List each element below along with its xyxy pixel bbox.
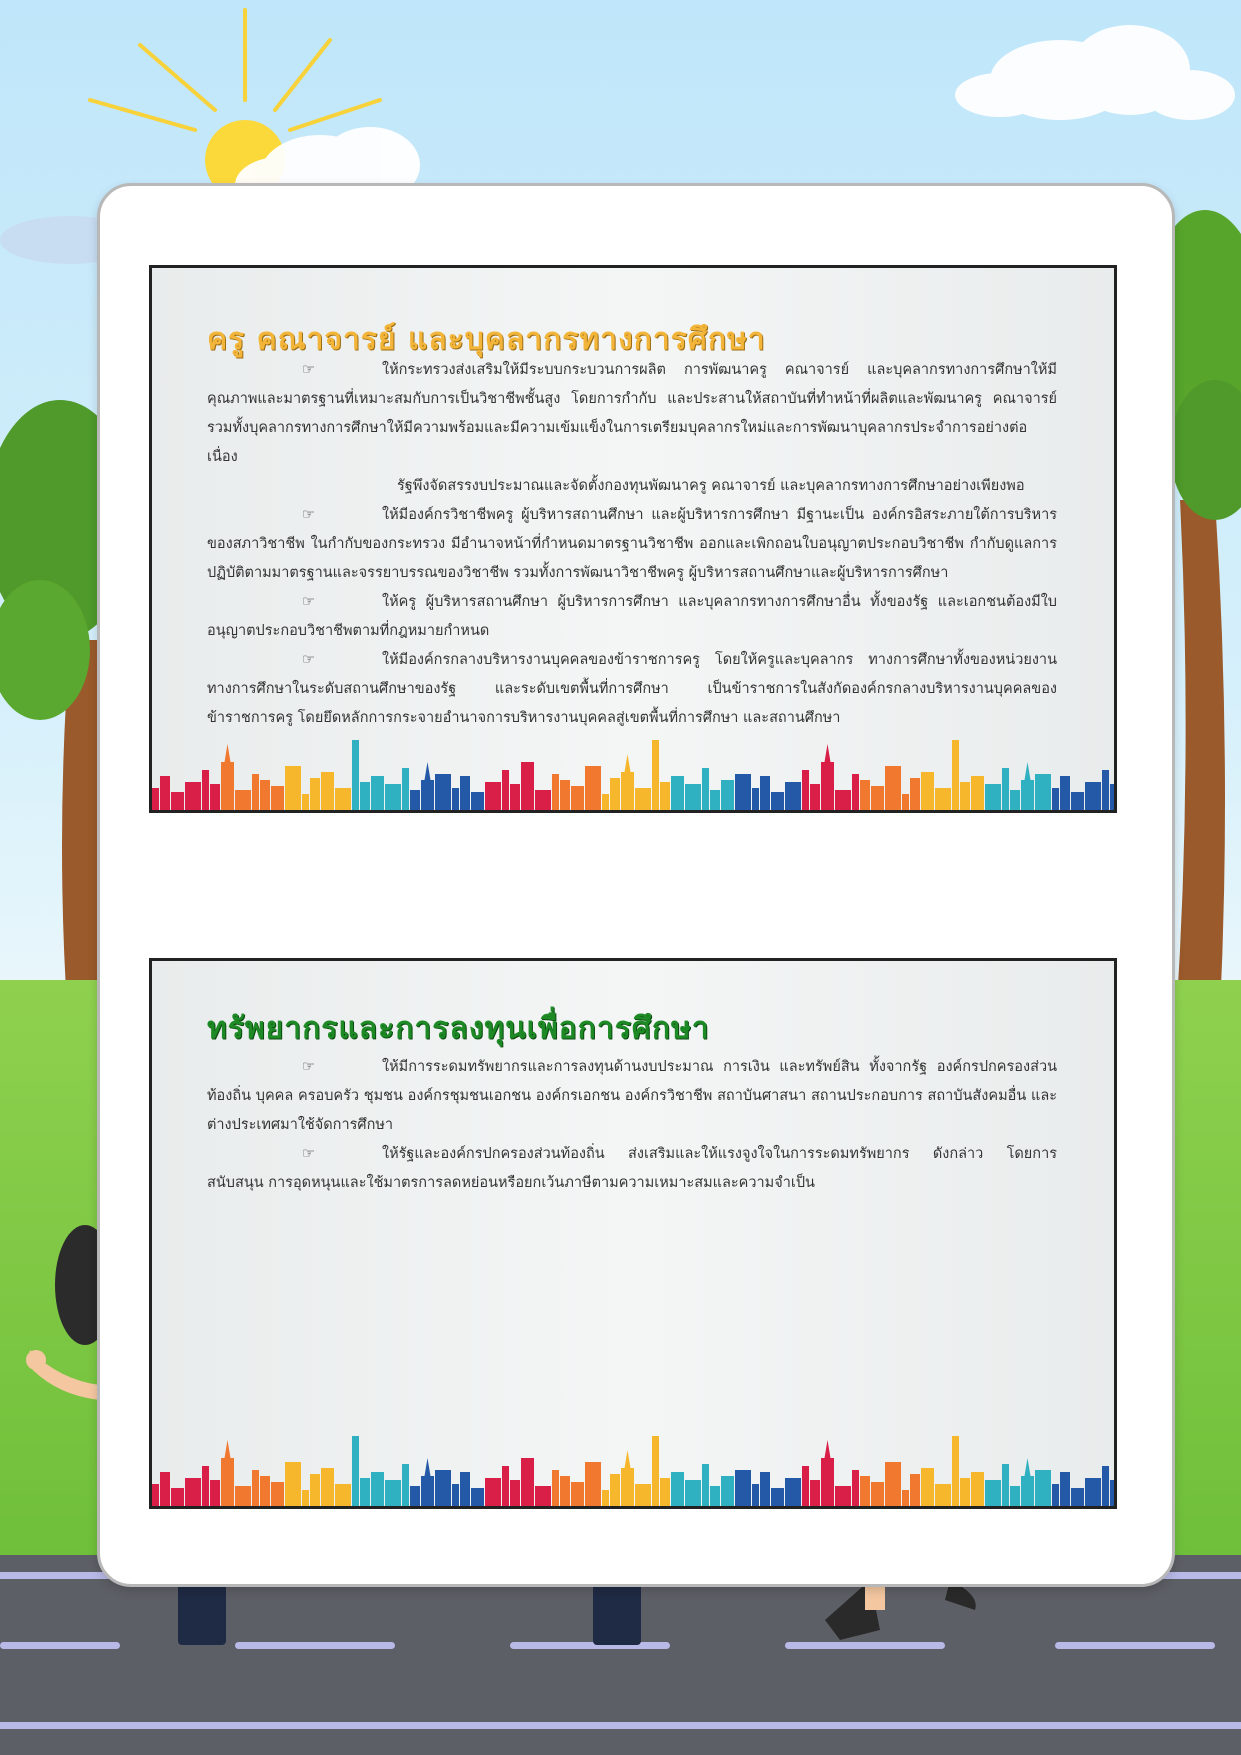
skyline-building xyxy=(902,1490,909,1506)
panel-body xyxy=(207,356,1057,733)
skyline-building xyxy=(952,740,959,810)
skyline-building xyxy=(752,788,759,810)
panel-body xyxy=(207,1053,1057,1198)
city-skyline-decoration xyxy=(152,1426,1114,1506)
skyline-building xyxy=(852,774,859,810)
skyline-building xyxy=(802,770,809,810)
skyline-building xyxy=(260,780,270,810)
skyline-spire xyxy=(225,1440,231,1458)
skyline-building xyxy=(152,1484,159,1506)
skyline-building xyxy=(935,1484,951,1506)
skyline-building xyxy=(235,1486,251,1506)
paragraph xyxy=(207,472,1057,501)
skyline-building xyxy=(871,1482,884,1506)
skyline-spire xyxy=(225,744,231,762)
skyline-building xyxy=(621,772,634,810)
paragraph-text: ให้กระทรวงส่งเสริมให้มีระบบกระบวนการผลิต การพัฒนาครู คณาจารย์ และบุคลากรทางการศึกษาให้มีคุณภาพและมาตรฐานที่เหมาะสมกับการเป็นวิชาชีพชั้นสูง โดยการกำกับ และประสานให้สถาบันที่ทำหน้าที่ผลิตและพัฒนาครู คณาจารย์ รวมทั้งบุคลากรทางการศึกษาให้มีความพร้อมและมีความเข้มแข็งในการเตรียมบุคลากรใหม่และการพัฒนาบุคลากรประจำการอย่างต่อเนื่อง xyxy=(207,362,1057,465)
skyline-building xyxy=(160,1472,170,1506)
skyline-building xyxy=(171,1488,184,1506)
skyline-building xyxy=(1052,788,1059,810)
skyline-building xyxy=(252,774,259,810)
skyline-building xyxy=(471,792,484,810)
skyline-building xyxy=(502,1466,509,1506)
skyline-building xyxy=(860,780,870,810)
pointing-hand-icon: ☞ xyxy=(302,1146,315,1162)
skyline-building xyxy=(1060,1472,1070,1506)
skyline-building xyxy=(610,1474,620,1506)
skyline-building xyxy=(810,784,820,810)
paragraph-text: ให้ครู ผู้บริหารสถานศึกษา ผู้บริหารการศึกษา และบุคลากรทางการศึกษาอื่น ทั้งของรัฐ และเอกชนต้องมีใบอนุญาตประกอบวิชาชีพตามที่กฎหมายกำหนด xyxy=(207,594,1057,639)
pointing-hand-icon: ☞ xyxy=(302,594,315,610)
skyline-building xyxy=(521,762,534,810)
skyline-building xyxy=(560,780,570,810)
skyline-building xyxy=(671,1472,684,1506)
skyline-building xyxy=(1060,776,1070,810)
skyline-building xyxy=(302,1490,309,1506)
skyline-building xyxy=(821,1458,834,1506)
skyline-spire xyxy=(825,1440,831,1458)
skyline-building xyxy=(710,790,720,810)
paragraph xyxy=(207,501,1057,588)
skyline-building xyxy=(285,766,301,810)
skyline-building xyxy=(1110,1480,1114,1506)
skyline-building xyxy=(335,788,351,810)
content-panel-resources xyxy=(149,958,1117,1509)
skyline-building xyxy=(335,1484,351,1506)
skyline-spire xyxy=(625,1450,631,1468)
skyline-spire xyxy=(425,762,431,780)
skyline-building xyxy=(771,792,784,810)
skyline-building xyxy=(535,790,551,810)
skyline-building xyxy=(835,1486,851,1506)
skyline-building xyxy=(1002,768,1009,810)
skyline-building xyxy=(252,1470,259,1506)
skyline-building xyxy=(721,1476,734,1506)
skyline-building xyxy=(310,1474,320,1506)
skyline-building xyxy=(171,792,184,810)
skyline-building xyxy=(302,794,309,810)
skyline-building xyxy=(1035,1470,1051,1506)
paragraph xyxy=(207,356,1057,472)
skyline-building xyxy=(460,776,470,810)
skyline-building xyxy=(185,1478,201,1506)
content-panel-teachers xyxy=(149,265,1117,813)
skyline-building xyxy=(752,1484,759,1506)
skyline-building xyxy=(352,740,359,810)
skyline-building xyxy=(235,790,251,810)
skyline-spire xyxy=(625,754,631,772)
skyline-building xyxy=(971,776,984,810)
paragraph xyxy=(207,1053,1057,1140)
skyline-building xyxy=(321,1468,334,1506)
skyline-building xyxy=(985,1480,1001,1506)
skyline-building xyxy=(971,1472,984,1506)
skyline-building xyxy=(571,1482,584,1506)
skyline-building xyxy=(960,782,970,810)
skyline-building xyxy=(685,1480,701,1506)
skyline-building xyxy=(1052,1484,1059,1506)
skyline-building xyxy=(921,1468,934,1506)
skyline-building xyxy=(560,1476,570,1506)
skyline-building xyxy=(1021,780,1034,810)
skyline-building xyxy=(921,772,934,810)
skyline-spire xyxy=(1025,1458,1031,1476)
paragraph-text: ให้รัฐและองค์กรปกครองส่วนท้องถิ่น ส่งเสริมและให้แรงจูงใจในการระดมทรัพยากร ดังกล่าว โดยการสนับสนุน การอุดหนุนและใช้มาตรการลดหย่อนหรือยกเว้นภาษีตามความเหมาะสมและความจำเป็น xyxy=(207,1146,1057,1191)
skyline-building xyxy=(421,1476,434,1506)
skyline-building xyxy=(802,1466,809,1506)
skyline-building xyxy=(452,1484,459,1506)
skyline-building xyxy=(471,1488,484,1506)
skyline-building xyxy=(485,782,501,810)
skyline-building xyxy=(702,768,709,810)
skyline-building xyxy=(510,1480,520,1506)
skyline-building xyxy=(685,784,701,810)
pointing-hand-icon: ☞ xyxy=(302,1059,315,1075)
skyline-building xyxy=(152,788,159,810)
skyline-spire xyxy=(1025,762,1031,780)
skyline-building xyxy=(910,1474,920,1506)
paragraph xyxy=(207,1140,1057,1198)
skyline-building xyxy=(671,776,684,810)
skyline-building xyxy=(610,778,620,810)
skyline-building xyxy=(1035,774,1051,810)
skyline-building xyxy=(785,782,801,810)
skyline-building xyxy=(260,1476,270,1506)
skyline-building xyxy=(952,1436,959,1506)
running-feet-icon xyxy=(825,1580,976,1640)
skyline-building xyxy=(871,786,884,810)
skyline-building xyxy=(510,784,520,810)
skyline-building xyxy=(760,1472,770,1506)
skyline-building xyxy=(202,770,209,810)
skyline-building xyxy=(352,1436,359,1506)
skyline-building xyxy=(760,776,770,810)
skyline-building xyxy=(885,766,901,810)
skyline-building xyxy=(202,1466,209,1506)
skyline-building xyxy=(1085,782,1101,810)
pointing-hand-icon: ☞ xyxy=(302,362,315,378)
skyline-building xyxy=(410,790,420,810)
skyline-building xyxy=(210,1480,220,1506)
skyline-building xyxy=(1085,1478,1101,1506)
skyline-building xyxy=(1021,1476,1034,1506)
skyline-building xyxy=(1102,770,1109,810)
skyline-building xyxy=(571,786,584,810)
skyline-building xyxy=(460,1472,470,1506)
skyline-building xyxy=(210,784,220,810)
skyline-building xyxy=(910,778,920,810)
skyline-building xyxy=(771,1488,784,1506)
skyline-building xyxy=(360,1478,370,1506)
skyline-building xyxy=(810,1480,820,1506)
pointing-hand-icon: ☞ xyxy=(302,652,315,668)
skyline-building xyxy=(385,1480,401,1506)
skyline-building xyxy=(635,788,651,810)
skyline-building xyxy=(960,1478,970,1506)
skyline-building xyxy=(1010,1486,1020,1506)
skyline-building xyxy=(1010,790,1020,810)
skyline-building xyxy=(660,1478,670,1506)
skyline-building xyxy=(660,782,670,810)
skyline-building xyxy=(485,1478,501,1506)
skyline-spire xyxy=(825,744,831,762)
skyline-spire xyxy=(425,1458,431,1476)
panel-heading: ทรัพยากรและการลงทุนเพื่อการศึกษา xyxy=(207,1011,710,1046)
paragraph-text: ให้มีองค์กรกลางบริหารงานบุคคลของข้าราชการครู โดยให้ครูและบุคลากร ทางการศึกษาทั้งของหน่วยงานทางการศึกษาในระดับสถานศึกษาของรัฐ และระดับเขตพื้นที่การศึกษา เป็นข้าราชการในสังกัดองค์กรกลางบริหารงานบุคคลของข้าราชการครู โดยยึดหลักการกระจายอำนาจการบริหารงานบุคคลสู่เขตพื้นที่การศึกษา และสถานศึกษา xyxy=(207,652,1057,726)
skyline-building xyxy=(652,1436,659,1506)
skyline-building xyxy=(1071,792,1084,810)
paragraph-text: รัฐพึงจัดสรรงบประมาณและจัดตั้งกองทุนพัฒนาครู คณาจารย์ และบุคลากรทางการศึกษาอย่างเพียงพอ xyxy=(397,478,1025,494)
skyline-building xyxy=(435,1470,451,1506)
skyline-building xyxy=(360,782,370,810)
skyline-building xyxy=(552,1470,559,1506)
skyline-building xyxy=(271,786,284,810)
skyline-building xyxy=(385,784,401,810)
city-skyline-decoration xyxy=(152,730,1114,810)
skyline-building xyxy=(602,1490,609,1506)
skyline-building xyxy=(885,1462,901,1506)
pointing-hand-icon: ☞ xyxy=(302,507,315,523)
skyline-building xyxy=(1110,784,1114,810)
skyline-building xyxy=(521,1458,534,1506)
skyline-building xyxy=(371,776,384,810)
skyline-building xyxy=(402,1464,409,1506)
skyline-building xyxy=(535,1486,551,1506)
skyline-building xyxy=(585,766,601,810)
skyline-building xyxy=(821,762,834,810)
skyline-building xyxy=(321,772,334,810)
skyline-building xyxy=(735,774,751,810)
skyline-building xyxy=(652,740,659,810)
skyline-building xyxy=(902,794,909,810)
skyline-building xyxy=(735,1470,751,1506)
paragraph-text: ให้มีองค์กรวิชาชีพครู ผู้บริหารสถานศึกษา และผู้บริหารการศึกษา มีฐานะเป็น องค์กรอิสระภายใต้การบริหารของสภาวิชาชีพ ในกำกับของกระทรวง มีอำนาจหน้าที่กำหนดมาตรฐานวิชาชีพ ออกและเพิกถอนใบอนุญาตประกอบวิชาชีพ กำกับดูแลการปฏิบัติตามมาตรฐานและจรรยาบรรณของวิชาชีพ รวมทั้งการพัฒนาวิชาชีพครู ผู้บริหารสถานศึกษาและผู้บริหารการศึกษา xyxy=(207,507,1057,581)
panel-heading: ครู คณาจารย์ และบุคลากรทางการศึกษา xyxy=(207,322,766,357)
skyline-building xyxy=(1002,1464,1009,1506)
skyline-building xyxy=(1102,1466,1109,1506)
skyline-building xyxy=(371,1472,384,1506)
skyline-building xyxy=(185,782,201,810)
skyline-building xyxy=(621,1468,634,1506)
skyline-building xyxy=(585,1462,601,1506)
skyline-building xyxy=(221,762,234,810)
skyline-building xyxy=(435,774,451,810)
skyline-building xyxy=(421,780,434,810)
skyline-building xyxy=(410,1486,420,1506)
paragraph xyxy=(207,588,1057,646)
skyline-building xyxy=(160,776,170,810)
skyline-building xyxy=(402,768,409,810)
skyline-building xyxy=(310,778,320,810)
paragraph-text: ให้มีการระดมทรัพยากรและการลงทุนด้านงบประมาณ การเงิน และทรัพย์สิน ทั้งจากรัฐ องค์กรปกครองส่วนท้องถิ่น บุคคล ครอบครัว ชุมชน องค์กรชุมชนเอกชน องค์กรเอกชน องค์กรวิชาชีพ สถาบันศาสนา สถานประกอบการ สถาบันสังคมอื่น และต่างประเทศมาใช้จัดการศึกษา xyxy=(207,1059,1057,1133)
skyline-building xyxy=(785,1478,801,1506)
skyline-building xyxy=(635,1484,651,1506)
skyline-building xyxy=(271,1482,284,1506)
skyline-building xyxy=(721,780,734,810)
skyline-building xyxy=(502,770,509,810)
skyline-building xyxy=(860,1476,870,1506)
skyline-building xyxy=(452,788,459,810)
skyline-building xyxy=(1071,1488,1084,1506)
skyline-building xyxy=(835,790,851,810)
skyline-building xyxy=(221,1458,234,1506)
skyline-building xyxy=(935,788,951,810)
skyline-building xyxy=(702,1464,709,1506)
skyline-building xyxy=(852,1470,859,1506)
skyline-building xyxy=(985,784,1001,810)
paragraph xyxy=(207,646,1057,733)
skyline-building xyxy=(285,1462,301,1506)
skyline-building xyxy=(710,1486,720,1506)
skyline-building xyxy=(552,774,559,810)
skyline-building xyxy=(602,794,609,810)
